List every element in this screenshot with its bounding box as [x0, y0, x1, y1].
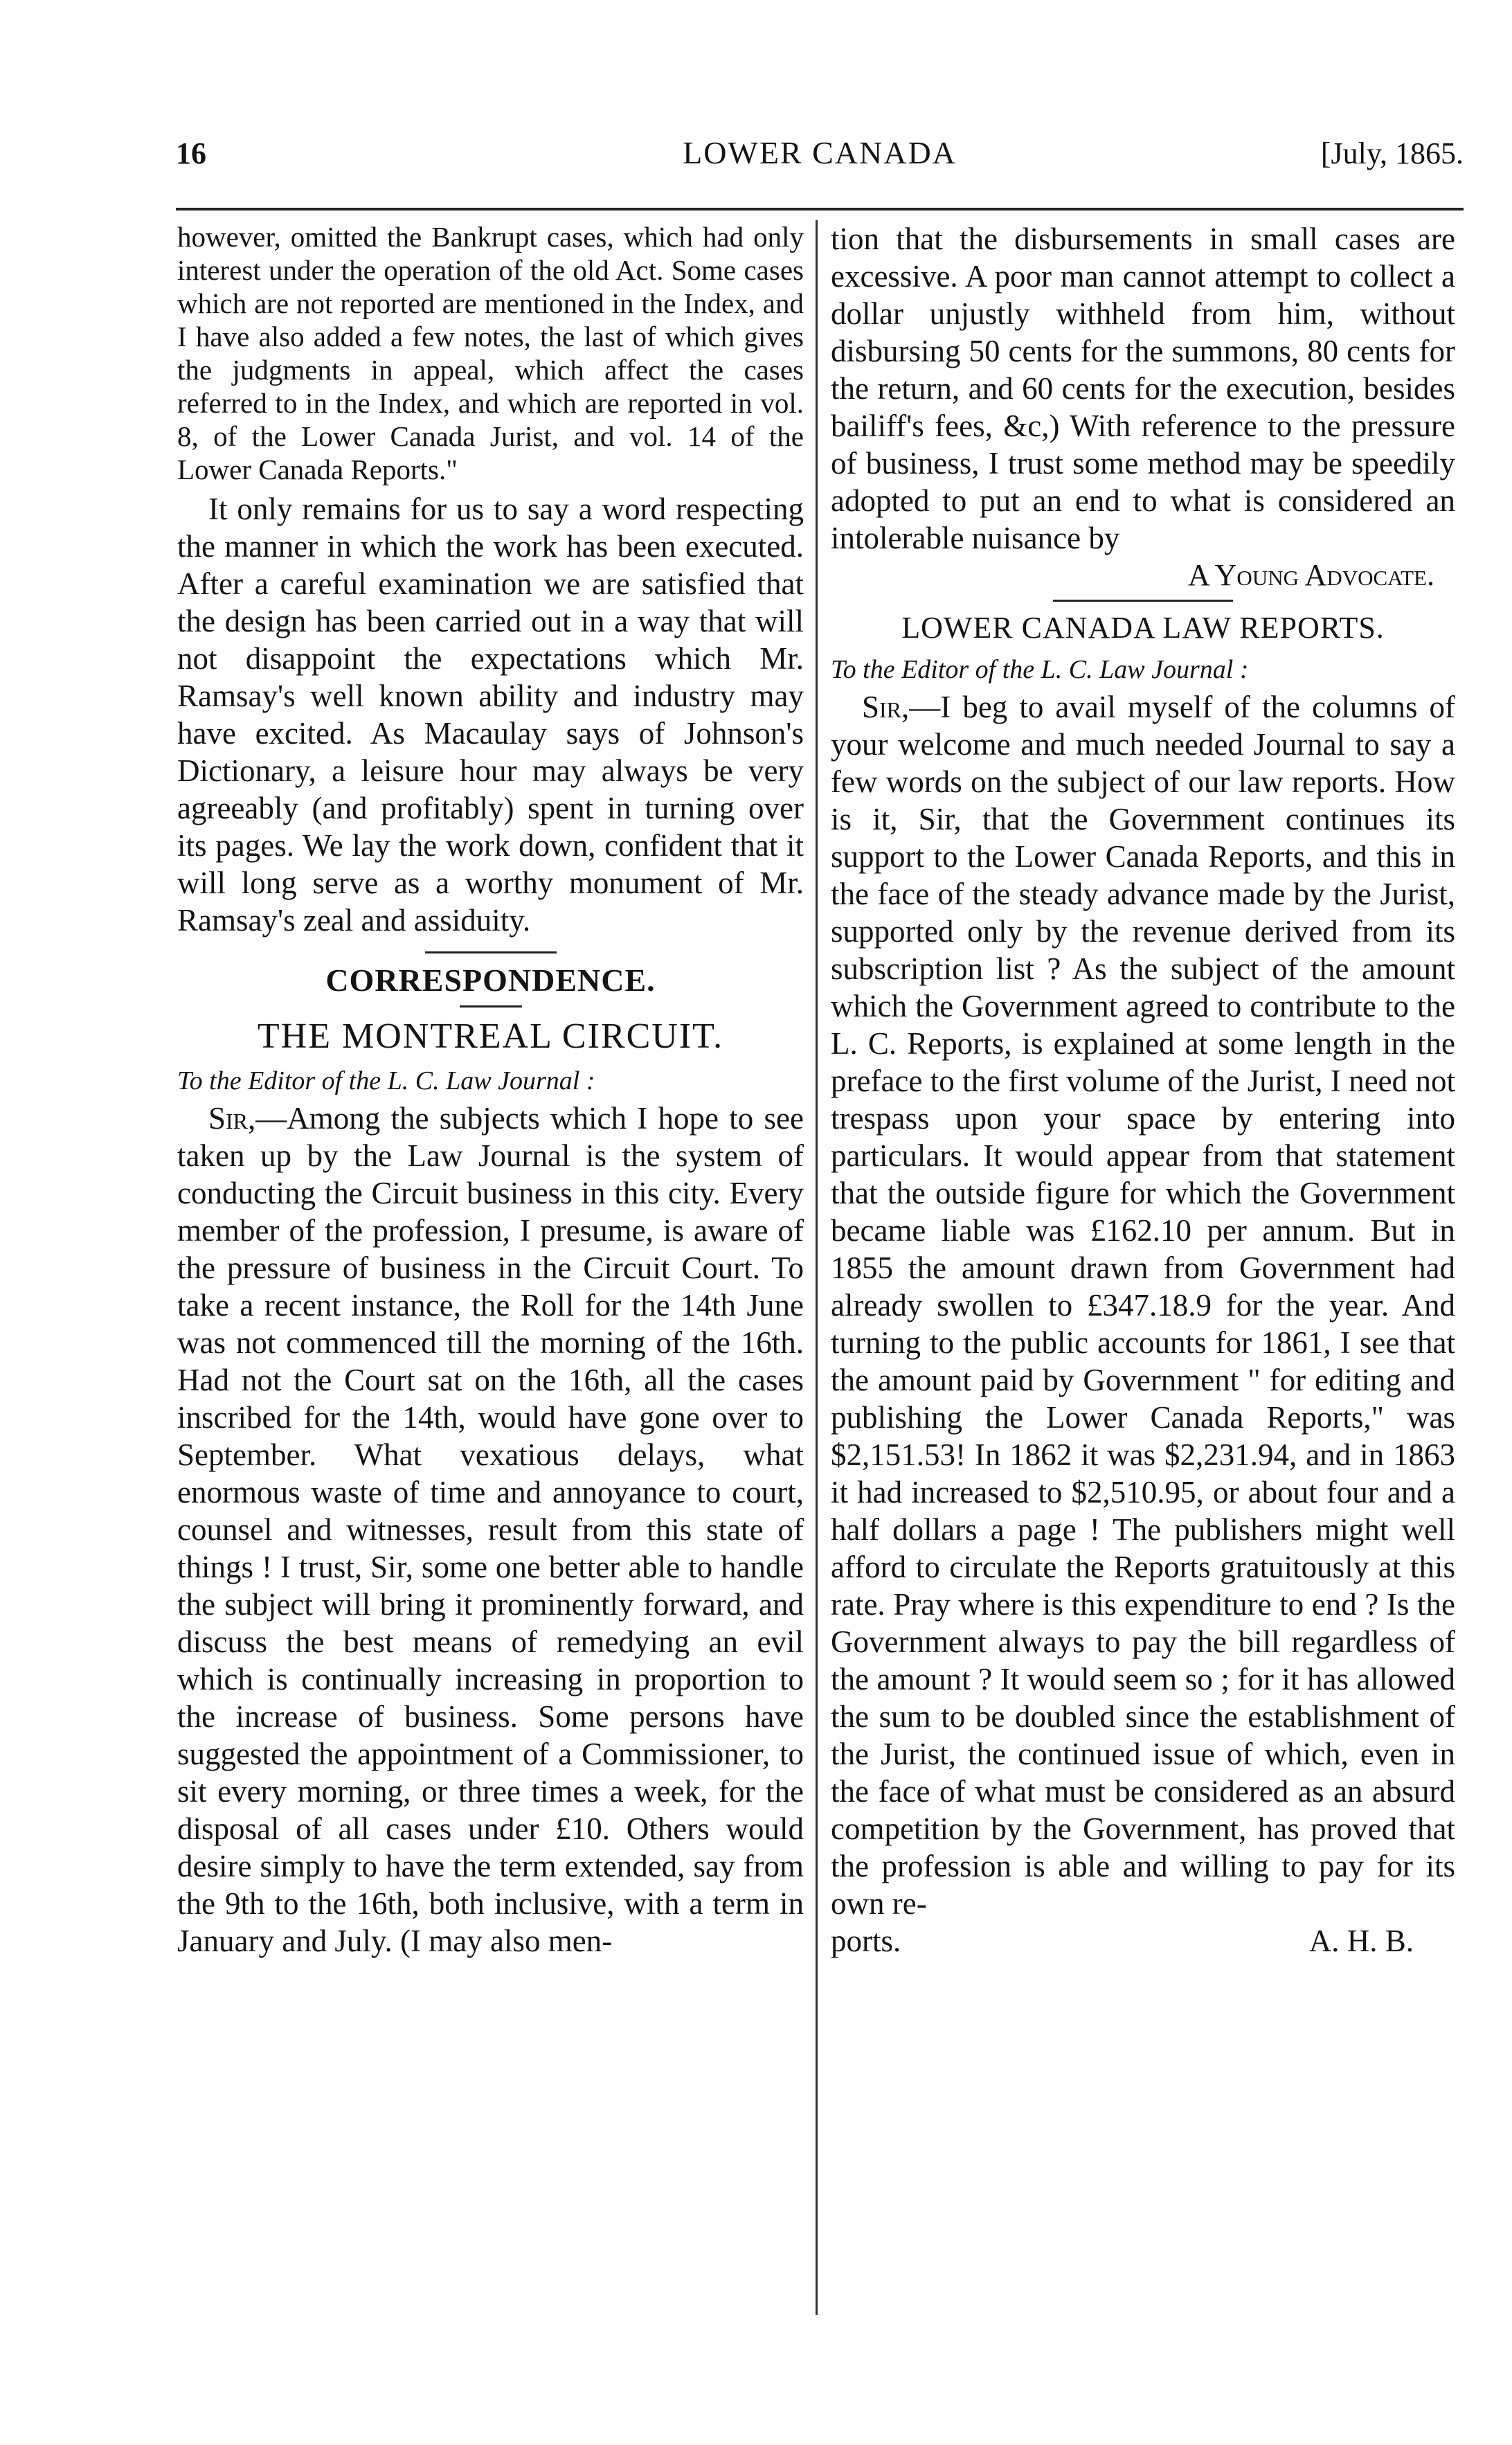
heading-rule [460, 1005, 522, 1007]
letter1-signature: A Young Advocate. [1187, 558, 1434, 592]
letter1-continuation: tion that the disbursements in small cases are excessive. A poor man cannot attempt to collect a dollar unjustly withheld from him, without disbursing 50 cents for the summons, 80 cents for the return, and 60 cents for the execution, besides bailiff's fees, &c,) With reference to the pressure of business, I trust some method may be speedily adopted to put an end to what is considered an intolerable nuisance by [831, 222, 1455, 555]
continuation-paragraph: however, omitted the Bankrupt cases, which had only interest under the operation of the old Act. Some cases which are not reported are mentioned in the Index, and I have also added a few notes, the last of which gives the judgments in appeal, which affect the cases referred to in the Index, and which are reported in vol. 8, of the Lower Canada Jurist, and vol. 14 of the Lower Canada Reports." [177, 221, 804, 485]
letter1-address: To the Editor of the L. C. Law Journal : [177, 1066, 595, 1095]
review-paragraph: It only remains for us to say a word respecting the manner in which the work has been executed. After a careful examination we are satisfied that the design has been carried out in a way that will not disappoint the expectations which Mr. Ramsay's well known ability and industry may have excited. As Macaulay says of Johnson's Dictionary, a leisure hour may always be very agreeably (and profitably) spent in turning over its pages. We lay the work down, confident that it will long serve as a worthy monument of Mr. Ramsay's zeal and assiduity. [177, 492, 804, 938]
left-column [177, 220, 804, 1960]
letter2-body [831, 688, 1455, 1922]
letter2-closing [831, 1922, 1455, 1960]
letter2-address: To the Editor of the L. C. Law Journal : [831, 655, 1249, 684]
letter-separator-rule [1053, 600, 1233, 602]
letter2-title: LOWER CANADA LAW REPORTS. [901, 611, 1385, 645]
page-number: 16 [176, 136, 206, 170]
letter1-text: —Among the subjects which I hope to see taken up by the Law Journal is the system of conducting the Circuit business in this city. Every member of the profession, I presume, is aware of the pressure of business in the Circuit Court. To take a recent instance, the Roll for the 14th June was not commenced till the morning of the 16th. Had not the Court sat on the 16th, all the cases inscribed for the 14th, would have gone over to September. What vexatious delays, what enormous waste of time and annoyance to court, counsel and witnesses, result from this state of things ! I trust, Sir, some one better able to handle the subject will bring it prominently forward, and discuss the best means of remedying an evil which is continually increasing in proportion to the increase of business. Some persons have suggested the appointment of a Commissioner, to sit every morning, or three times a week, for the disposal of all cases under £10. Others would desire simply to have the term extended, say from the 9th to the 16th, both inclusive, with a term in January and July. (I may also men- [177, 1101, 804, 1958]
letter2-salutation: Sir, [862, 690, 910, 724]
page-header [176, 129, 1464, 184]
letter2-signature: A. H. B. [1308, 1924, 1414, 1958]
letter1-title: THE MONTREAL CIRCUIT. [257, 1016, 724, 1056]
letter2-last-word: ports. [831, 1924, 901, 1958]
issue-date: [July, 1865. [1320, 136, 1464, 170]
column-divider [816, 220, 818, 2315]
header-rule [176, 208, 1464, 211]
letter1-salutation: Sir, [208, 1101, 256, 1136]
right-column [831, 220, 1455, 1960]
letter1-body [177, 1100, 804, 1960]
quoted-preface [177, 220, 804, 486]
section-heading: CORRESPONDENCE. [325, 962, 656, 998]
section-rule [425, 951, 557, 953]
running-title: LOWER CANADA [683, 135, 957, 170]
letter2-text: —I beg to avail myself of the columns of your welcome and much needed Journal to say a few words on the subject of our law reports. How is it, Sir, that the Government continues its support to the Lower Canada Reports, and this in the face of the steady advance made by the Jurist, supported only by the revenue derived from its subscription list ? As the subject of the amount which the Government agreed to contribute to the L. C. Reports, is explained at some length in the preface to the first volume of the Jurist, I need not trespass upon your space by entering into particulars. It would appear from that statement that the outside figure for which the Government became liable was £162.10 per annum. But in 1855 the amount drawn from Government had already swollen to £347.18.9 for the year. And turning to the public accounts for 1861, I see that the amount paid by Government " for editing and publishing the Lower Canada Reports," was $2,151.53! In 1862 it was $2,231.94, and in 1863 it had increased to $2,510.95, or about four and a half dollars a page ! The publishers might well afford to circulate the Reports gratuitously at this rate. Pray where is this expenditure to end ? Is the Government always to pay the bill regardless of the amount ? It would seem so ; for it has allowed the sum to be doubled since the establishment of the Jurist, the continued issue of which, even in the face of what must be considered as an absurd competition by the Government, has proved that the profession is able and willing to pay for its own re- [831, 690, 1455, 1921]
